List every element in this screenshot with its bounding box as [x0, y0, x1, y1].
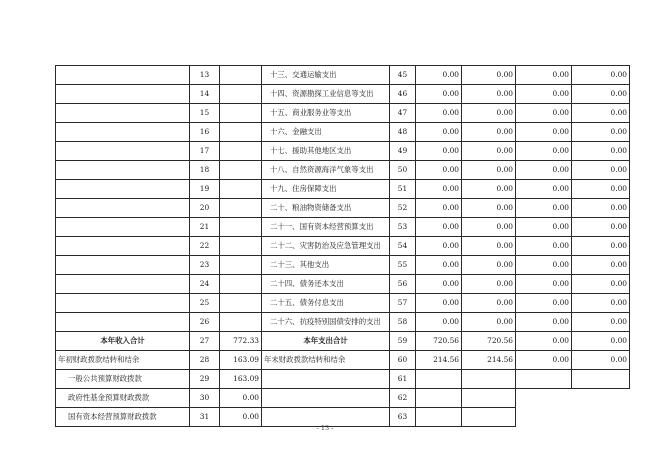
expense-item-label: 二十四、债务还本支出 — [262, 275, 390, 294]
carry-row — [56, 351, 630, 370]
income-item-label: 政府性基金预算财政拨款 — [56, 389, 190, 408]
expense-line-number: 62 — [390, 389, 416, 408]
table-row — [56, 256, 630, 275]
expense-amount-cell: 0.00 — [516, 85, 572, 104]
expense-item-label: 本年支出合计 — [262, 332, 390, 351]
expense-item-label: 二十五、债务付息支出 — [262, 294, 390, 313]
table-row — [56, 218, 630, 237]
expense-amount-cell: 0.00 — [416, 313, 462, 332]
income-line-number: 28 — [190, 351, 220, 370]
income-amount-cell: 772.33 — [220, 332, 262, 351]
expense-item-label: 十三、交通运输支出 — [262, 66, 390, 85]
income-line-number: 22 — [190, 237, 220, 256]
income-item-label: 年初财政拨款结转和结余 — [56, 351, 190, 370]
income-line-number: 23 — [190, 256, 220, 275]
income-amount-cell: 0.00 — [220, 389, 262, 408]
income-line-number: 20 — [190, 199, 220, 218]
table-body — [56, 66, 630, 427]
expense-amount-cell: 0.00 — [416, 85, 462, 104]
expense-amount-cell: 0.00 — [416, 218, 462, 237]
income-item-cell — [56, 199, 190, 218]
income-amount-cell — [220, 66, 262, 85]
expense-amount-cell: 0.00 — [416, 256, 462, 275]
table-row — [56, 104, 630, 123]
expense-amount-cell — [416, 370, 462, 389]
expense-amount-cell: 0.00 — [416, 199, 462, 218]
empty-cell — [516, 389, 572, 408]
expense-item-label: 二十三、其他支出 — [262, 256, 390, 275]
expense-item-label: 二十、粮油物资储备支出 — [262, 199, 390, 218]
expense-amount-cell: 0.00 — [516, 199, 572, 218]
income-item-cell — [56, 237, 190, 256]
expense-amount-cell: 0.00 — [462, 104, 516, 123]
expense-line-number: 55 — [390, 256, 416, 275]
expense-line-number: 58 — [390, 313, 416, 332]
income-item-cell — [56, 275, 190, 294]
expense-item-cell — [262, 370, 390, 389]
expense-amount-cell: 0.00 — [462, 256, 516, 275]
expense-item-label: 二十一、国有资本经营预算支出 — [262, 218, 390, 237]
income-amount-cell: 0.00 — [220, 408, 262, 427]
expense-amount-cell: 0.00 — [462, 237, 516, 256]
expense-line-number: 56 — [390, 275, 416, 294]
expense-line-number: 57 — [390, 294, 416, 313]
income-amount-cell — [220, 123, 262, 142]
income-amount-cell — [220, 237, 262, 256]
income-amount-cell — [220, 313, 262, 332]
expense-amount-cell: 0.00 — [416, 294, 462, 313]
expense-amount-cell: 0.00 — [572, 313, 630, 332]
expense-amount-cell: 0.00 — [416, 123, 462, 142]
income-line-number: 13 — [190, 66, 220, 85]
income-amount-cell — [220, 199, 262, 218]
sub-row — [56, 370, 630, 389]
expense-amount-cell: 0.00 — [572, 351, 630, 370]
expense-amount-cell: 0.00 — [572, 199, 630, 218]
expense-amount-cell: 0.00 — [416, 66, 462, 85]
expense-line-number: 59 — [390, 332, 416, 351]
expense-amount-cell — [416, 389, 462, 408]
expense-amount-cell: 0.00 — [516, 218, 572, 237]
income-amount-cell — [220, 275, 262, 294]
expense-amount-cell: 0.00 — [572, 332, 630, 351]
expense-amount-cell: 0.00 — [572, 180, 630, 199]
expense-item-label: 十四、资源勘探工业信息等支出 — [262, 85, 390, 104]
table-row — [56, 275, 630, 294]
table-row — [56, 313, 630, 332]
expense-amount-cell: 0.00 — [516, 294, 572, 313]
income-line-number: 18 — [190, 161, 220, 180]
expense-amount-cell: 0.00 — [462, 85, 516, 104]
table-row — [56, 199, 630, 218]
income-item-cell — [56, 66, 190, 85]
expense-item-label: 二十六、抗疫特别国债安排的支出 — [262, 313, 390, 332]
expense-amount-cell — [462, 370, 516, 389]
expense-amount-cell: 0.00 — [572, 218, 630, 237]
expense-item-label: 十六、金融支出 — [262, 123, 390, 142]
income-line-number: 25 — [190, 294, 220, 313]
expense-amount-cell: 720.56 — [462, 332, 516, 351]
expense-line-number: 53 — [390, 218, 416, 237]
expense-amount-cell: 0.00 — [416, 180, 462, 199]
income-amount-cell — [220, 256, 262, 275]
expense-line-number: 60 — [390, 351, 416, 370]
expense-item-label: 十五、商业服务业等支出 — [262, 104, 390, 123]
income-amount-cell — [220, 180, 262, 199]
expense-line-number: 63 — [390, 408, 416, 427]
income-item-label: 本年收入合计 — [56, 332, 190, 351]
total-row — [56, 332, 630, 351]
expense-amount-cell: 0.00 — [416, 142, 462, 161]
table-row — [56, 237, 630, 256]
expense-amount-cell: 0.00 — [462, 161, 516, 180]
expense-amount-cell: 0.00 — [462, 275, 516, 294]
expense-amount-cell: 0.00 — [516, 123, 572, 142]
table-row — [56, 66, 630, 85]
expense-amount-cell: 0.00 — [572, 66, 630, 85]
income-line-number: 24 — [190, 275, 220, 294]
income-amount-cell — [220, 218, 262, 237]
expense-amount-cell — [462, 389, 516, 408]
expense-item-label: 十九、住房保障支出 — [262, 180, 390, 199]
expense-item-label: 十八、自然资源海洋气象等支出 — [262, 161, 390, 180]
expense-amount-cell: 0.00 — [516, 351, 572, 370]
expense-amount-cell: 0.00 — [516, 104, 572, 123]
final-accounts-table — [55, 65, 630, 427]
expense-amount-cell: 0.00 — [462, 123, 516, 142]
table-row — [56, 85, 630, 104]
income-item-cell — [56, 142, 190, 161]
expense-amount-cell: 0.00 — [516, 332, 572, 351]
income-line-number: 21 — [190, 218, 220, 237]
income-line-number: 17 — [190, 142, 220, 161]
income-amount-cell — [220, 104, 262, 123]
expense-line-number: 46 — [390, 85, 416, 104]
expense-amount-cell: 0.00 — [416, 237, 462, 256]
expense-amount-cell — [572, 370, 630, 389]
expense-line-number: 47 — [390, 104, 416, 123]
income-line-number: 19 — [190, 180, 220, 199]
income-item-cell — [56, 123, 190, 142]
expense-amount-cell: 0.00 — [572, 294, 630, 313]
income-amount-cell — [220, 85, 262, 104]
income-item-cell — [56, 313, 190, 332]
expense-amount-cell: 0.00 — [516, 66, 572, 85]
table-row — [56, 161, 630, 180]
expense-amount-cell: 0.00 — [516, 313, 572, 332]
income-item-cell — [56, 256, 190, 275]
expense-amount-cell: 214.56 — [462, 351, 516, 370]
expense-line-number: 54 — [390, 237, 416, 256]
income-item-label: 国有资本经营预算财政拨款 — [56, 408, 190, 427]
income-item-cell — [56, 294, 190, 313]
income-line-number: 27 — [190, 332, 220, 351]
income-line-number: 31 — [190, 408, 220, 427]
expense-amount-cell: 0.00 — [462, 199, 516, 218]
expense-amount-cell: 0.00 — [416, 275, 462, 294]
expense-amount-cell: 214.56 — [416, 351, 462, 370]
expense-amount-cell: 0.00 — [462, 142, 516, 161]
table-row — [56, 180, 630, 199]
expense-amount-cell: 0.00 — [416, 104, 462, 123]
expense-amount-cell — [516, 370, 572, 389]
expense-amount-cell: 0.00 — [462, 218, 516, 237]
expense-amount-cell: 0.00 — [572, 104, 630, 123]
expense-amount-cell: 0.00 — [572, 85, 630, 104]
income-line-number: 26 — [190, 313, 220, 332]
table-row — [56, 142, 630, 161]
income-item-cell — [56, 104, 190, 123]
income-item-cell — [56, 85, 190, 104]
expense-amount-cell: 0.00 — [572, 237, 630, 256]
expense-line-number: 48 — [390, 123, 416, 142]
expense-amount-cell: 0.00 — [516, 237, 572, 256]
table-row — [56, 294, 630, 313]
expense-amount-cell: 0.00 — [516, 180, 572, 199]
empty-cell — [572, 389, 630, 408]
expense-amount-cell: 0.00 — [416, 161, 462, 180]
income-item-cell — [56, 180, 190, 199]
page-number: - 13 - — [316, 424, 334, 432]
expense-amount-cell: 0.00 — [572, 275, 630, 294]
expense-amount-cell: 0.00 — [516, 142, 572, 161]
income-line-number: 16 — [190, 123, 220, 142]
expense-line-number: 52 — [390, 199, 416, 218]
expense-line-number: 61 — [390, 370, 416, 389]
income-amount-cell — [220, 142, 262, 161]
expense-item-label: 年末财政拨款结转和结余 — [262, 351, 390, 370]
expense-amount-cell: 0.00 — [462, 313, 516, 332]
income-item-cell — [56, 218, 190, 237]
expense-line-number: 49 — [390, 142, 416, 161]
income-line-number: 30 — [190, 389, 220, 408]
expense-amount-cell: 0.00 — [516, 161, 572, 180]
expense-line-number: 50 — [390, 161, 416, 180]
expense-item-label: 十七、援助其他地区支出 — [262, 142, 390, 161]
income-line-number: 14 — [190, 85, 220, 104]
income-amount-cell — [220, 294, 262, 313]
expense-line-number: 45 — [390, 66, 416, 85]
expense-amount-cell: 720.56 — [416, 332, 462, 351]
expense-amount-cell: 0.00 — [572, 256, 630, 275]
expense-amount-cell: 0.00 — [572, 142, 630, 161]
expense-item-cell — [262, 389, 390, 408]
income-line-number: 15 — [190, 104, 220, 123]
income-amount-cell: 163.09 — [220, 351, 262, 370]
expense-amount-cell: 0.00 — [462, 180, 516, 199]
table-row — [56, 123, 630, 142]
expense-amount-cell: 0.00 — [572, 161, 630, 180]
expense-amount-cell: 0.00 — [462, 294, 516, 313]
income-item-label: 一般公共预算财政拨款 — [56, 370, 190, 389]
expense-line-number: 51 — [390, 180, 416, 199]
expense-amount-cell: 0.00 — [572, 123, 630, 142]
income-item-cell — [56, 161, 190, 180]
income-amount-cell: 163.09 — [220, 370, 262, 389]
income-amount-cell — [220, 161, 262, 180]
expense-amount-cell: 0.00 — [516, 275, 572, 294]
income-line-number: 29 — [190, 370, 220, 389]
expense-amount-cell: 0.00 — [516, 256, 572, 275]
expense-item-label: 二十二、灾害防治及应急管理支出 — [262, 237, 390, 256]
sub-row — [56, 389, 630, 408]
expense-amount-cell: 0.00 — [462, 66, 516, 85]
